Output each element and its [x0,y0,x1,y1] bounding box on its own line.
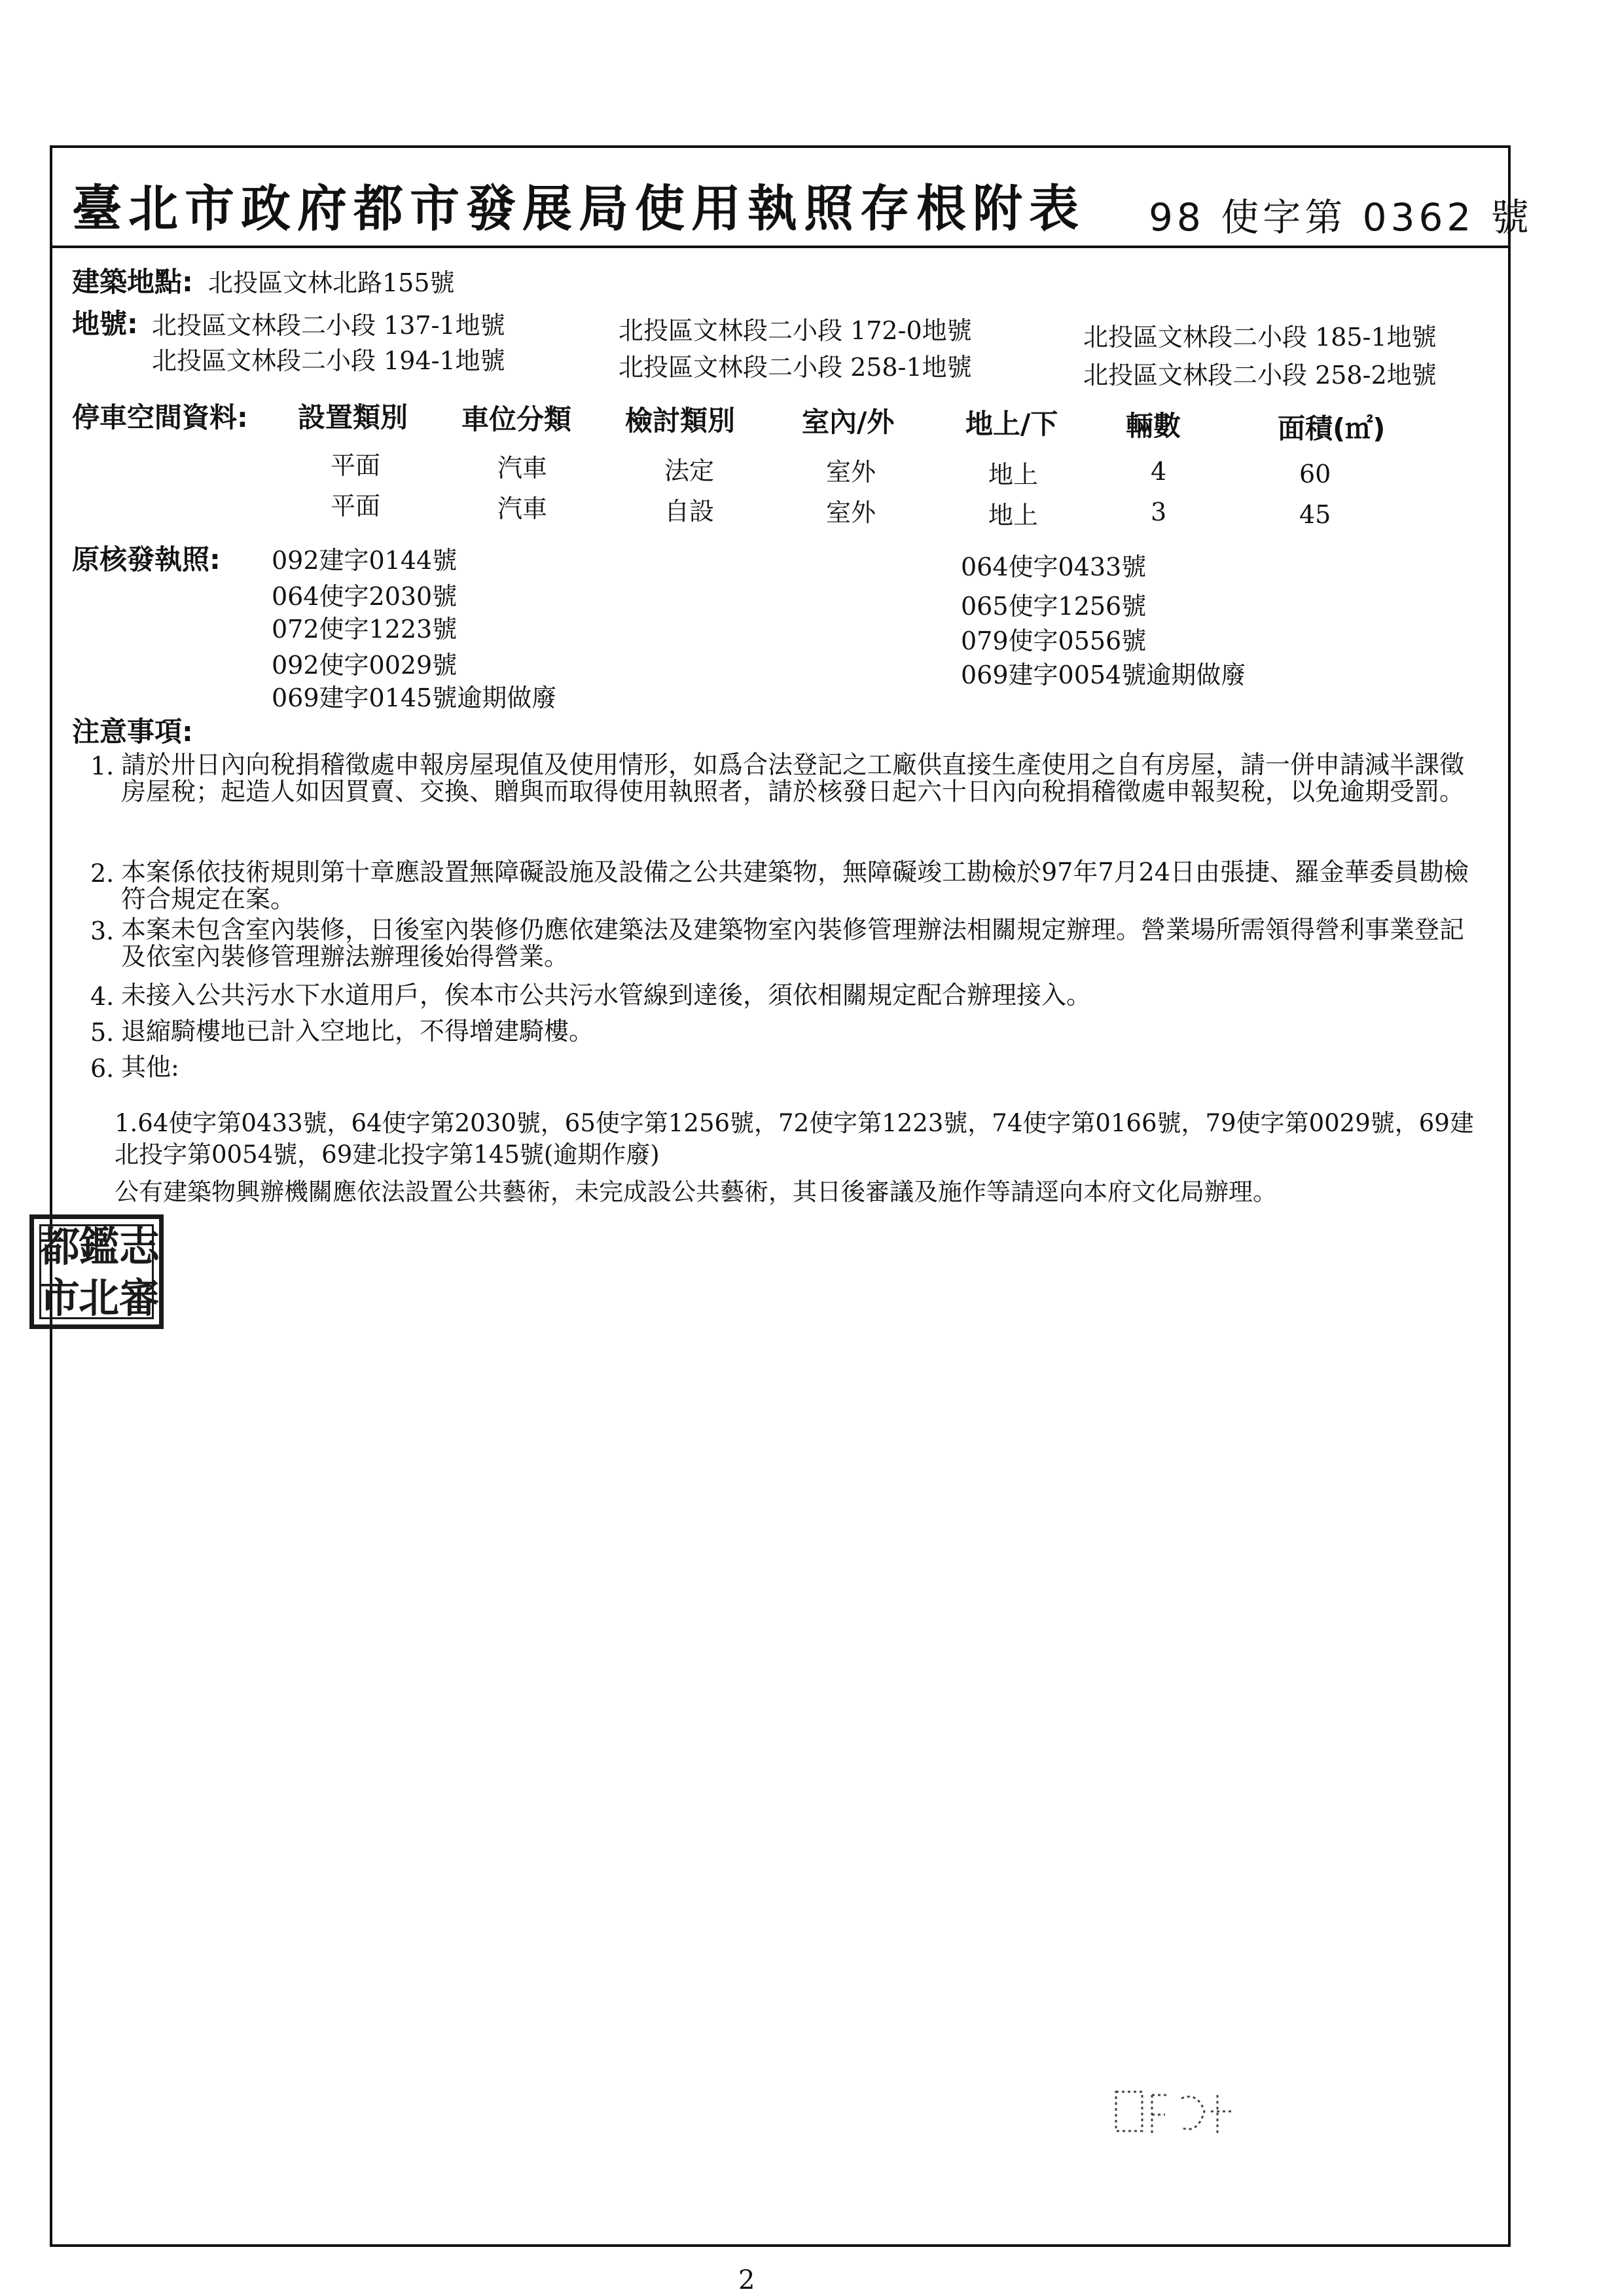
permit-item: 092建字0144號 [272,546,458,575]
parking-header: 設置類別 [298,401,408,433]
note-text: 退縮騎樓地已計入空地比，不得增建騎樓。 [121,1017,594,1046]
parking-cell: 平面 [331,492,381,520]
note-number: 6. [90,1054,115,1083]
notes-label: 注意事項: [72,716,193,748]
parking-cell: 地上 [988,501,1039,530]
seal-char: 鑑 [79,1223,120,1271]
seal-char: 市 [39,1274,81,1322]
land-lot: 北投區文林段二小段 185-1地號 [1083,323,1437,352]
permit-item: 092使字0029號 [272,651,458,680]
parking-cell: 汽車 [497,494,548,523]
site-value: 北投區文林北路155號 [208,268,455,297]
seal-char: 北 [79,1274,120,1322]
note-text: 其他: [121,1053,179,1082]
page-number: 2 [738,2265,755,2295]
permit-item: 069建字0054號逾期做廢 [961,661,1246,689]
other-line: 公有建築物興辦機關應依法設置公共藝術，未完成設公共藝術，其日後審議及施作等請逕向本府文化局辦理。 [115,1178,1277,1206]
parking-cell: 汽車 [497,454,548,483]
parking-cell: 45 [1299,500,1331,529]
parking-cell: 地上 [988,460,1039,489]
other-line: 1.64使字第0433號，64使字第2030號，65使字第1256號，72使字第1223號，74使字第0166號，79使字第0029號，69建 [115,1109,1474,1137]
parking-cell: 室外 [826,498,876,527]
title-divider [50,246,1511,248]
original-permits-label: 原核發執照: [72,543,221,575]
parking-header: 檢討類別 [625,405,736,437]
parking-cell: 4 [1151,457,1167,486]
note-number: 3. [90,917,115,945]
permit-item: 065使字1256號 [961,592,1147,621]
document-title: 臺北市政府都市發展局使用執照存根附表 [72,179,1085,238]
land-label: 地號: [72,308,138,340]
note-text: 本案未包含室內裝修，日後室內裝修仍應依建築法及建築物室內裝修管理辦法相關規定辦理。營業場所需領得營利事業登記及依室內裝修管理辦法辦理後始得營業。 [121,915,1465,971]
note-text: 本案係依技術規則第十章應設置無障礙設施及設備之公共建築物，無障礙竣工勘檢於97年7月24日由張捷、羅金華委員勘檢符合規定在案。 [121,858,1469,913]
parking-header: 輛數 [1126,410,1181,442]
note-text: 請於卅日內向稅捐稽徵處申報房屋現值及使用情形，如爲合法登記之工廠供直接生產使用之自有房屋，請一併申請減半課徵房屋稅；起造人如因買賣、交換、贈與而取得使用執照者，請於核發日起六十日內向稅捐稽徵處申報契稅，以免逾期受罰。 [121,750,1465,806]
parking-cell: 3 [1151,498,1167,526]
seal-char: 都 [39,1223,81,1271]
land-lot: 北投區文林段二小段 258-1地號 [619,353,972,382]
permit-item: 064使字0433號 [961,553,1147,581]
site-label: 建築地點: [72,266,193,298]
parking-cell: 60 [1299,460,1331,488]
permit-item: 072使字1223號 [272,615,458,644]
permit-item: 064使字2030號 [272,582,458,611]
note-number: 1. [90,752,115,780]
permit-item: 079使字0556號 [961,627,1147,655]
other-line: 北投字第0054號，69建北投字第145號(逾期作廢) [115,1140,660,1169]
seal-char: 志 [119,1223,160,1271]
parking-label: 停車空間資料: [72,401,248,433]
parking-cell: 法定 [664,456,715,485]
parking-cell: 室外 [826,458,876,486]
seal-char: 審 [119,1274,160,1322]
parking-header: 面積(㎡) [1278,412,1386,445]
parking-cell: 平面 [331,451,381,480]
parking-header: 車位分類 [461,403,572,435]
parking-header: 地上/下 [965,408,1058,440]
official-seal [29,1214,164,1329]
permit-item: 069建字0145號逾期做廢 [272,683,557,712]
faint-stamp-mark [1113,2085,1244,2151]
note-number: 2. [90,859,115,888]
note-text: 未接入公共污水下水道用戶，俟本市公共污水管線到達後，須依相關規定配合辦理接入。 [121,981,1092,1010]
land-lot: 北投區文林段二小段 172-0地號 [619,316,972,345]
permit-number: 98 使字第 0362 號 [1149,195,1533,240]
note-number: 4. [90,982,115,1011]
parking-header: 室內/外 [802,406,895,438]
land-lot: 北投區文林段二小段 137-1地號 [152,311,505,340]
land-lot: 北投區文林段二小段 194-1地號 [152,346,505,375]
parking-cell: 自設 [664,497,715,526]
land-lot: 北投區文林段二小段 258-2地號 [1083,361,1437,390]
note-number: 5. [90,1018,115,1047]
